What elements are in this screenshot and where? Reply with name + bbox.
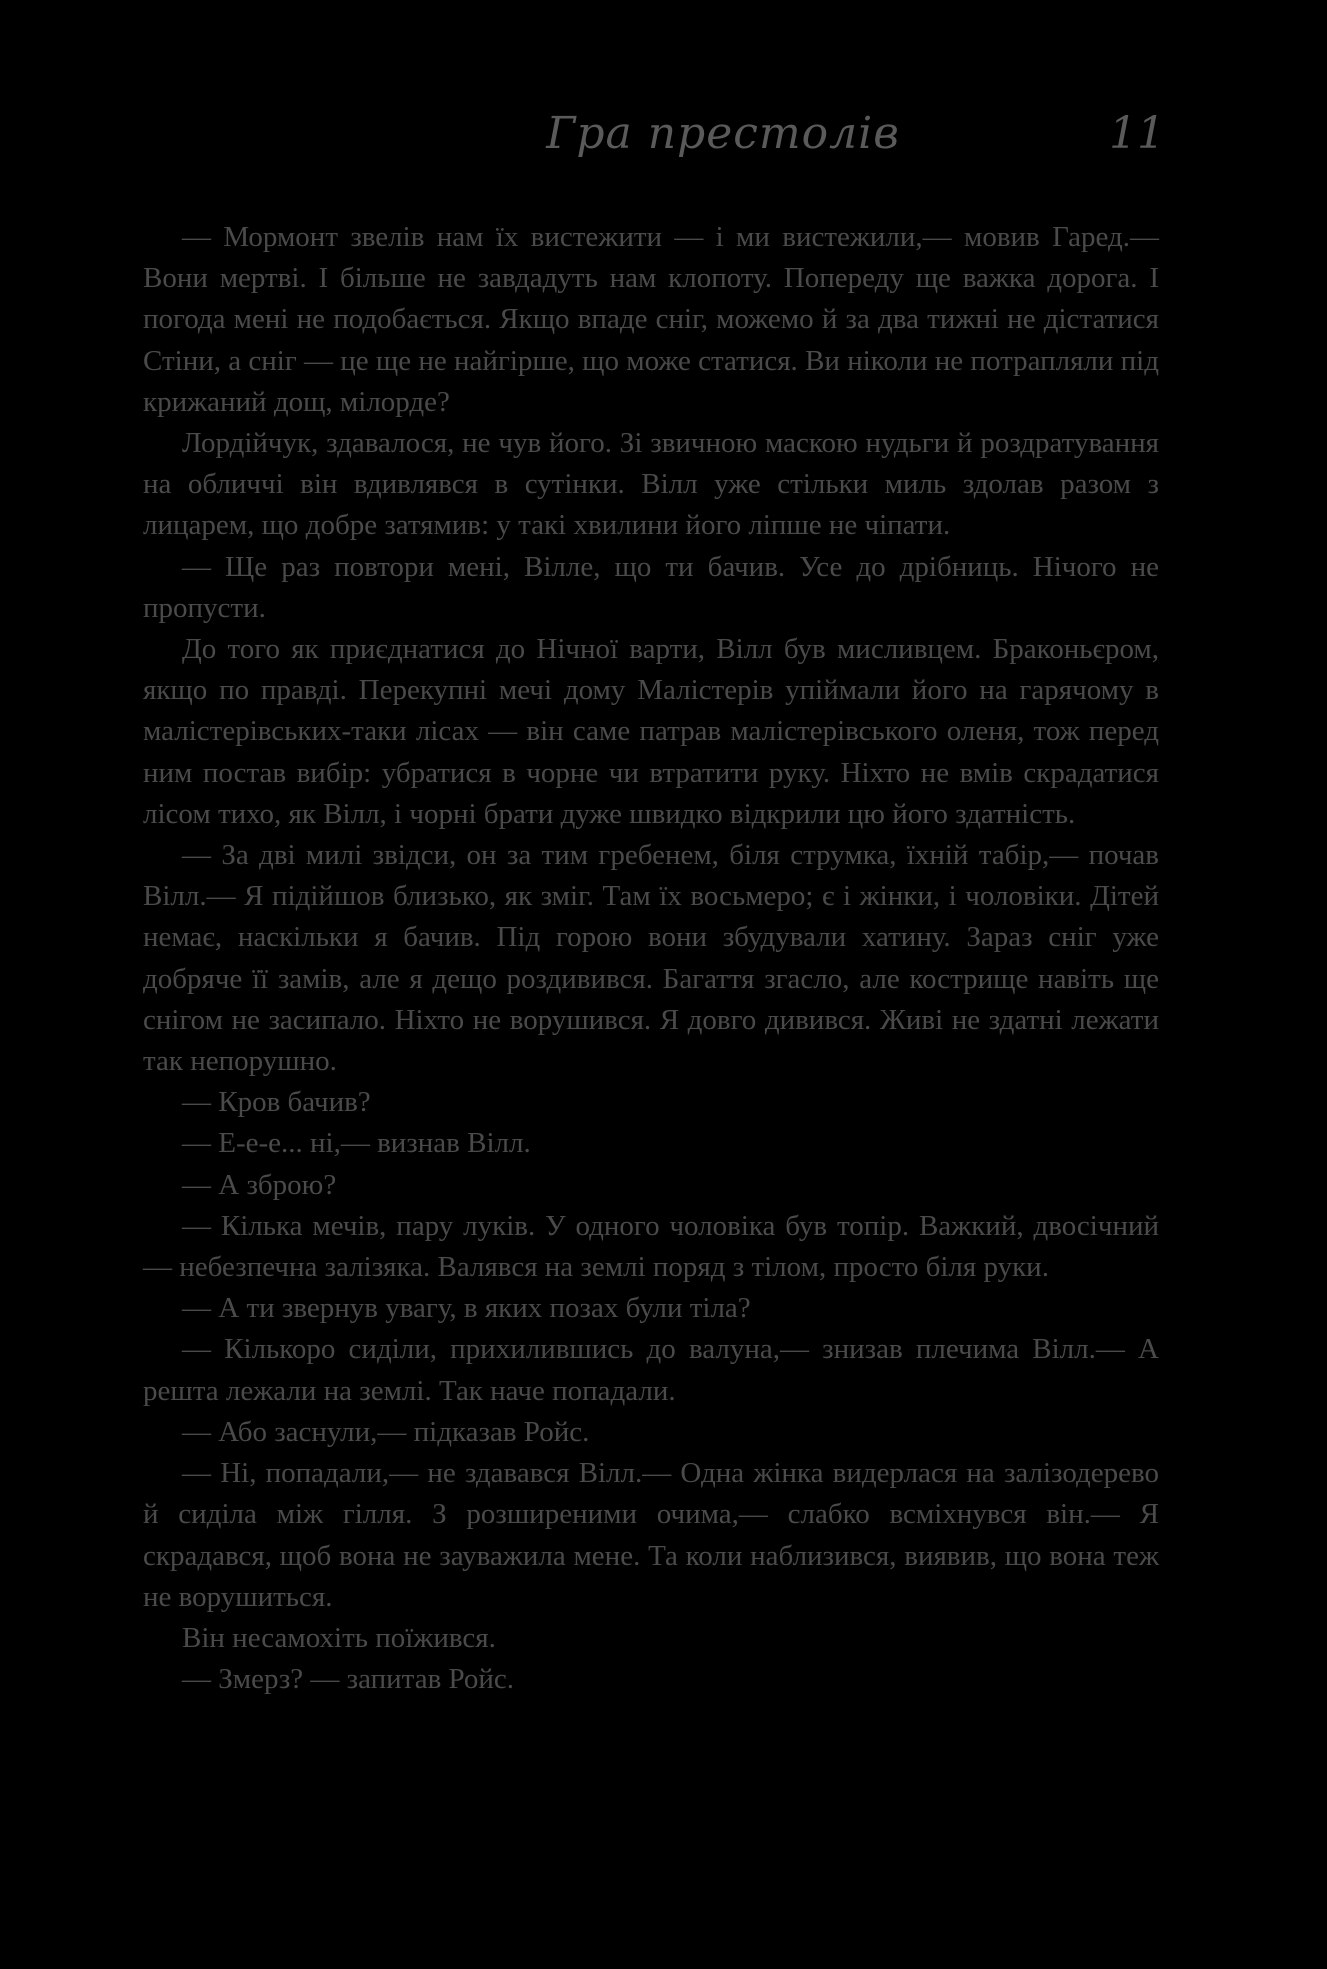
paragraph: — А ти звернув увагу, в яких позах були тіла?: [182, 1292, 751, 1325]
paragraph: До того як приєднатися до Нічної варти, Вілл був мисливцем. Браконьєром, якщо по правді. Перекупні мечі дому Малістерів упіймали його на гарячому в малістерівських-таки лісах — він саме патрав малістерівського оленя, тож перед ним постав вибір: убратися в чорне чи втратити руку. Ніхто не вмів скрадатися лісом тихо, як Вілл, і чорні брати дуже швидко відкрили цю його здатність.: [143, 633, 1159, 830]
paragraph: — Або заснули,— підказав Ройс.: [182, 1415, 590, 1448]
paragraph: — Кількоро сиділи, прихилившись до валуна,— знизав плечима Вілл.— А решта лежали на землі. Так наче попадали.: [143, 1333, 1159, 1407]
page-number: 11: [1109, 108, 1165, 159]
paragraph: Лордійчук, здавалося, не чув його. Зі звичною маскою нудьги й роздратування на обличчі він вдивлявся в сутінки. Вілл уже стільки миль здолав разом з лицарем, що добре затямив: у такі хвилини його ліпше не чіпати.: [143, 427, 1159, 542]
paragraph: — А зброю?: [182, 1168, 337, 1201]
paragraph: — Мормонт звелів нам їх вистежити — і ми вистежили,— мовив Гаред.— Вони мертві. І більше не завдадуть нам клопоту. Попереду ще важка дорога. І погода мені не подобається. Якщо впаде сніг, можемо й за два тижні не дістатися Стіни, а сніг — це ще не найгірше, що може статися. Ви ніколи не потрапляли під крижаний дощ, мілорде?: [143, 221, 1159, 418]
paragraph: — Кров бачив?: [182, 1086, 371, 1119]
paragraph: — Ще раз повтори мені, Вілле, що ти бачив. Усе до дрібниць. Нічого не пропусти.: [143, 550, 1159, 624]
paragraph: Він несамохіть поїжився.: [182, 1621, 496, 1654]
running-head: [143, 108, 1165, 168]
paragraph: — Ні, попадали,— не здавався Вілл.— Одна жінка видерлася на залізодерево й сиділа між гілля. З розширеними очима,— слабко всміхнувся він.— Я скрадався, щоб вона не зауважила мене. Та коли наблизився, виявив, що вона теж не ворушиться.: [143, 1457, 1159, 1613]
paragraph: — Змерз? — запитав Ройс.: [182, 1663, 515, 1696]
book-title: Гра престолів: [546, 108, 900, 159]
paragraph: — Е-е-е... ні,— визнав Вілл.: [182, 1127, 531, 1160]
paragraph: — Кілька мечів, пару луків. У одного чоловіка був топір. Важкий, двосічний — небезпечна залізяка. Валявся на землі поряд з тілом, просто біля руки.: [143, 1209, 1159, 1284]
body-text: [143, 217, 1159, 1700]
paragraph: — За дві милі звідси, он за тим гребенем, біля струмка, їхній табір,— почав Вілл.— Я підійшов близько, як зміг. Там їх восьмеро; є і жінки, і чоловіки. Дітей немає, наскільки я бачив. Під горою вони збудували хатину. Зараз сніг уже добряче її замів, але я дещо роздивився. Багаття згасло, але кострище навіть ще снігом не засипало. Ніхто не ворушився. Я довго дивився. Живі не здатні лежати так непорушно.: [143, 839, 1159, 1078]
